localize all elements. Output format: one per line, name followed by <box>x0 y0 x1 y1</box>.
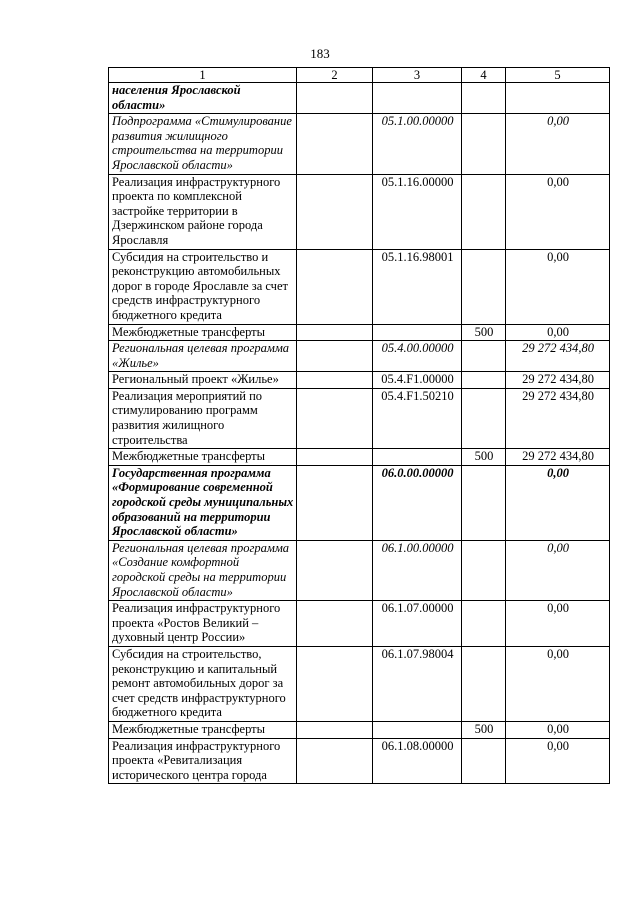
budget-table <box>108 67 610 784</box>
row-column-2-cell <box>297 449 373 466</box>
row-name-cell: Межбюджетные трансферты <box>109 721 297 738</box>
row-amount-cell: 0,00 <box>506 540 610 600</box>
row-code-cell: 05.1.00.00000 <box>373 114 462 174</box>
row-name-cell: Межбюджетные трансферты <box>109 324 297 341</box>
row-column-2-cell <box>297 174 373 249</box>
row-expense-kind-cell <box>462 114 506 174</box>
row-code-cell <box>373 449 462 466</box>
row-expense-kind-cell <box>462 738 506 784</box>
row-column-2-cell <box>297 738 373 784</box>
row-code-cell: 05.1.16.98001 <box>373 249 462 324</box>
row-column-2-cell <box>297 324 373 341</box>
table-row <box>109 249 610 324</box>
row-amount-cell: 0,00 <box>506 721 610 738</box>
column-number: 1 <box>109 68 297 83</box>
row-expense-kind-cell <box>462 540 506 600</box>
row-amount-cell <box>506 83 610 114</box>
row-amount-cell: 29 272 434,80 <box>506 388 610 448</box>
row-name-cell: Региональный проект «Жилье» <box>109 372 297 389</box>
table-row <box>109 372 610 389</box>
row-name-cell: Субсидия на строительство и реконструкцию автомобильных дорог в городе Ярославле за счет средств инфраструктурного бюджетного кредита <box>109 249 297 324</box>
page-number: 183 <box>310 46 330 61</box>
row-code-cell <box>373 83 462 114</box>
row-expense-kind-cell <box>462 372 506 389</box>
row-column-2-cell <box>297 249 373 324</box>
table-row <box>109 341 610 372</box>
row-amount-cell: 29 272 434,80 <box>506 372 610 389</box>
row-column-2-cell <box>297 540 373 600</box>
row-amount-cell: 0,00 <box>506 601 610 647</box>
row-code-cell: 06.0.00.00000 <box>373 465 462 540</box>
row-code-cell: 06.1.00.00000 <box>373 540 462 600</box>
row-column-2-cell <box>297 646 373 721</box>
column-number-row <box>109 68 610 83</box>
row-code-cell: 05.4.00.00000 <box>373 341 462 372</box>
row-name-cell: Региональная целевая программа «Жилье» <box>109 341 297 372</box>
row-expense-kind-cell <box>462 388 506 448</box>
row-name-cell: Реализация мероприятий по стимулированию программ развития жилищного строительства <box>109 388 297 448</box>
column-number: 4 <box>462 68 506 83</box>
table-row <box>109 174 610 249</box>
row-code-cell: 06.1.07.98004 <box>373 646 462 721</box>
row-code-cell: 06.1.08.00000 <box>373 738 462 784</box>
column-number: 3 <box>373 68 462 83</box>
row-expense-kind-cell: 500 <box>462 449 506 466</box>
budget-table-body <box>109 68 610 784</box>
row-column-2-cell <box>297 83 373 114</box>
table-row <box>109 646 610 721</box>
row-amount-cell: 0,00 <box>506 114 610 174</box>
row-amount-cell: 0,00 <box>506 738 610 784</box>
row-code-cell <box>373 324 462 341</box>
row-name-cell: населения Ярославской области» <box>109 83 297 114</box>
column-number: 5 <box>506 68 610 83</box>
row-code-cell: 05.4.F1.50210 <box>373 388 462 448</box>
table-row <box>109 601 610 647</box>
row-name-cell: Межбюджетные трансферты <box>109 449 297 466</box>
row-column-2-cell <box>297 341 373 372</box>
table-row <box>109 388 610 448</box>
row-expense-kind-cell <box>462 601 506 647</box>
table-row <box>109 465 610 540</box>
row-name-cell: Подпрограмма «Стимулирование развития жилищного строительства на территории Ярославской области» <box>109 114 297 174</box>
row-expense-kind-cell <box>462 341 506 372</box>
row-expense-kind-cell <box>462 249 506 324</box>
row-column-2-cell <box>297 372 373 389</box>
table-row <box>109 721 610 738</box>
table-row <box>109 83 610 114</box>
row-expense-kind-cell <box>462 83 506 114</box>
row-code-cell: 05.1.16.00000 <box>373 174 462 249</box>
row-code-cell: 06.1.07.00000 <box>373 601 462 647</box>
row-amount-cell: 29 272 434,80 <box>506 341 610 372</box>
row-amount-cell: 0,00 <box>506 174 610 249</box>
row-name-cell: Субсидия на строительство, реконструкцию и капитальный ремонт автомобильных дорог за счет средств инфраструктурного бюджетного кредита <box>109 646 297 721</box>
table-row <box>109 738 610 784</box>
row-expense-kind-cell <box>462 174 506 249</box>
row-amount-cell: 29 272 434,80 <box>506 449 610 466</box>
table-row <box>109 324 610 341</box>
row-expense-kind-cell <box>462 465 506 540</box>
row-amount-cell: 0,00 <box>506 646 610 721</box>
row-column-2-cell <box>297 721 373 738</box>
row-name-cell: Реализация инфраструктурного проекта «Ростов Великий – духовный центр России» <box>109 601 297 647</box>
row-code-cell <box>373 721 462 738</box>
row-amount-cell: 0,00 <box>506 249 610 324</box>
column-number: 2 <box>297 68 373 83</box>
row-amount-cell: 0,00 <box>506 465 610 540</box>
row-column-2-cell <box>297 601 373 647</box>
row-expense-kind-cell: 500 <box>462 721 506 738</box>
row-code-cell: 05.4.F1.00000 <box>373 372 462 389</box>
row-column-2-cell <box>297 465 373 540</box>
row-expense-kind-cell: 500 <box>462 324 506 341</box>
row-name-cell: Реализация инфраструктурного проекта по комплексной застройке территории в Дзержинском районе города Ярославля <box>109 174 297 249</box>
row-name-cell: Региональная целевая программа «Создание комфортной городской среды на территории Ярославской области» <box>109 540 297 600</box>
table-row <box>109 114 610 174</box>
row-amount-cell: 0,00 <box>506 324 610 341</box>
table-row <box>109 449 610 466</box>
row-column-2-cell <box>297 114 373 174</box>
row-name-cell: Реализация инфраструктурного проекта «Ревитализация исторического центра города <box>109 738 297 784</box>
row-name-cell: Государственная программа «Формирование современной городской среды муниципальных образований на территории Ярославской области» <box>109 465 297 540</box>
row-expense-kind-cell <box>462 646 506 721</box>
table-row <box>109 540 610 600</box>
row-column-2-cell <box>297 388 373 448</box>
